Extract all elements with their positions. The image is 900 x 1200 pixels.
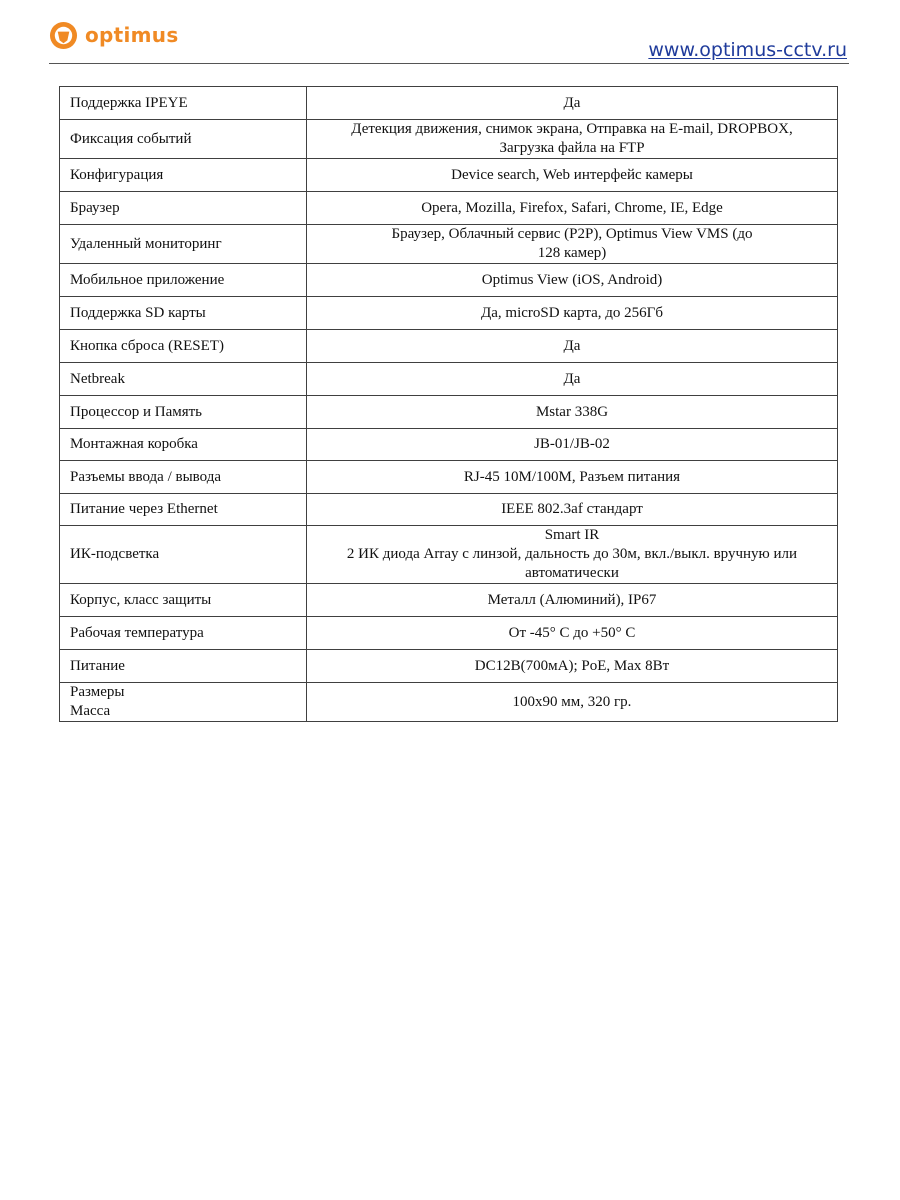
spec-label-line: Монтажная коробка [70, 436, 198, 452]
spec-label-line: Размеры [70, 684, 125, 700]
spec-row [60, 617, 838, 650]
spec-value [307, 683, 838, 722]
spec-row [60, 330, 838, 363]
spec-value-line: Да, microSD карта, до 256Гб [481, 304, 663, 321]
spec-value-line: Device search, Web интерфейс камеры [451, 166, 693, 183]
spec-label-line: Конфигурация [70, 166, 164, 183]
spec-row [60, 264, 838, 297]
spec-value [307, 159, 838, 192]
spec-value [307, 192, 838, 225]
spec-label-line: Масса [70, 703, 111, 719]
spec-row [60, 494, 838, 526]
spec-value-line: Optimus View (iOS, Android) [481, 271, 663, 288]
spec-value-line: 100x90 мм, 320 гр. [512, 693, 632, 710]
spec-label [60, 87, 307, 120]
page-header [0, 0, 900, 70]
spec-label [60, 192, 307, 225]
spec-label-line: Netbreak [70, 370, 125, 387]
spec-row [60, 683, 838, 722]
spec-value [307, 225, 838, 264]
spec-value-line: DC12В(700мА); PoE, Max 8Вт [474, 657, 670, 674]
spec-value [307, 297, 838, 330]
spec-label [60, 683, 307, 722]
spec-table [59, 86, 838, 722]
spec-label [60, 363, 307, 396]
spec-label [60, 494, 307, 526]
spec-value-line: Да [563, 94, 581, 111]
website-link[interactable]: www.optimus-cctv.ru [648, 39, 847, 61]
spec-row [60, 584, 838, 617]
spec-row [60, 87, 838, 120]
spec-label-line: Разъемы ввода / вывода [70, 468, 221, 485]
spec-label-line: Процессор и Память [70, 403, 203, 420]
spec-label-line: Мобильное приложение [70, 271, 225, 288]
spec-label [60, 650, 307, 683]
spec-value-line: Да [563, 370, 581, 387]
spec-label [60, 330, 307, 363]
spec-value [307, 363, 838, 396]
spec-value-line: RJ-45 10M/100M, Разъем питания [463, 468, 681, 485]
spec-value [307, 494, 838, 526]
spec-row [60, 363, 838, 396]
spec-label-line: Кнопка сброса (RESET) [70, 337, 224, 354]
spec-value-line: Браузер, Облачный сервис (P2P), Optimus View VMS (до [391, 226, 753, 242]
spec-label [60, 120, 307, 159]
spec-value [307, 461, 838, 494]
spec-value [307, 584, 838, 617]
spec-value [307, 396, 838, 429]
spec-row [60, 120, 838, 159]
spec-label-line: Питание через Ethernet [70, 501, 218, 517]
spec-value-line: Металл (Алюминий), IP67 [487, 591, 657, 608]
spec-row [60, 526, 838, 584]
spec-value-line: Да [563, 337, 581, 354]
spec-value [307, 264, 838, 297]
spec-row [60, 297, 838, 330]
spec-label-line: Корпус, класс защиты [70, 591, 212, 608]
spec-label [60, 225, 307, 264]
spec-row [60, 650, 838, 683]
spec-value-line: От -45° C до +50° C [508, 624, 636, 641]
spec-value [307, 330, 838, 363]
spec-value [307, 87, 838, 120]
spec-label [60, 264, 307, 297]
spec-label-line: Поддержка SD карты [70, 304, 206, 321]
spec-label [60, 396, 307, 429]
spec-value-line: IEEE 802.3af стандарт [501, 501, 643, 517]
optimus-logo-icon [49, 21, 78, 50]
spec-label [60, 159, 307, 192]
header-divider [49, 63, 849, 64]
spec-label-line: Фиксация событий [70, 130, 192, 147]
spec-label-line: Поддержка IPEYE [70, 94, 188, 111]
spec-label-line: Браузер [70, 199, 120, 216]
spec-value-line: 128 камер) [537, 245, 607, 261]
spec-label-line: ИК-подсветка [70, 546, 160, 562]
brand-name: optimus [85, 23, 179, 47]
spec-value-line: Smart IR [544, 527, 600, 543]
spec-value-line: JB-01/JB-02 [534, 436, 610, 452]
spec-label [60, 429, 307, 461]
spec-label [60, 461, 307, 494]
spec-label [60, 584, 307, 617]
spec-value [307, 650, 838, 683]
spec-row [60, 225, 838, 264]
spec-label-line: Питание [70, 657, 125, 674]
spec-label [60, 617, 307, 650]
spec-value-line: 2 ИК диода Array с линзой, дальность до 30м, вкл./выкл. вручную или [346, 546, 798, 562]
spec-value-line: Opera, Mozilla, Firefox, Safari, Chrome, IE, Edge [421, 199, 723, 216]
spec-label-line: Удаленный мониторинг [70, 235, 222, 252]
spec-value [307, 429, 838, 461]
brand-logo[interactable] [49, 20, 179, 50]
spec-row [60, 429, 838, 461]
spec-label-line: Рабочая температура [70, 624, 204, 641]
spec-row [60, 159, 838, 192]
spec-value [307, 526, 838, 584]
spec-value-line: автоматически [525, 565, 619, 581]
spec-value-line: Детекция движения, снимок экрана, Отправка на E-mail, DROPBOX, [351, 121, 793, 137]
spec-row [60, 192, 838, 225]
spec-value-line: Загрузка файла на FTP [499, 140, 645, 156]
spec-label [60, 526, 307, 584]
spec-label [60, 297, 307, 330]
spec-row [60, 396, 838, 429]
spec-value [307, 120, 838, 159]
spec-value-line: Mstar 338G [535, 403, 609, 420]
spec-value [307, 617, 838, 650]
spec-row [60, 461, 838, 494]
